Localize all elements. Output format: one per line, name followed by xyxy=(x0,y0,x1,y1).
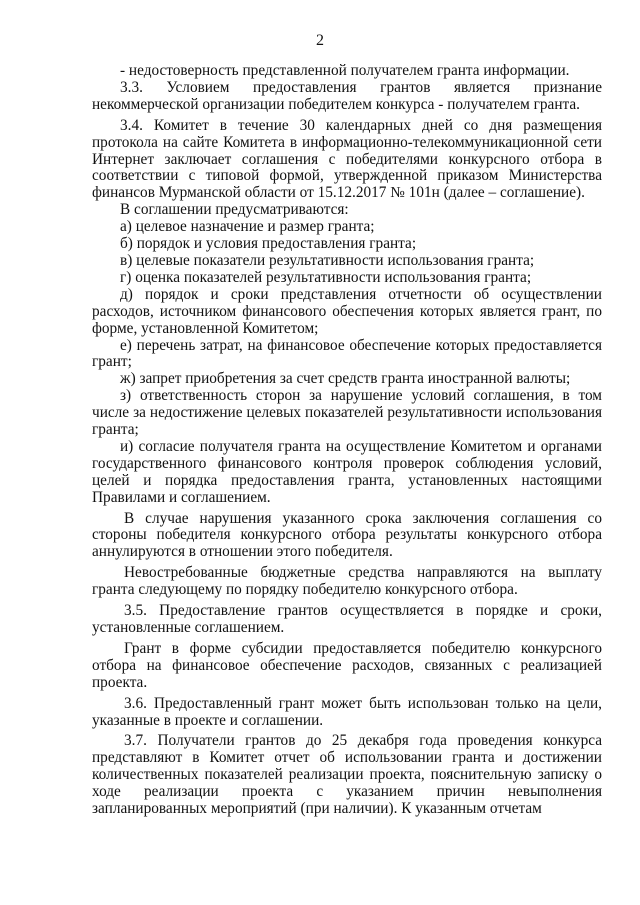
paragraph: 3.3. Условием предоставления грантов является признание некоммерческой организации победителем конкурса - получателем гранта. xyxy=(92,78,602,113)
paragraph: д) порядок и сроки представления отчетности об осуществлении расходов, источником финансового обеспечения которых является грант, по форме, установленной Комитетом; xyxy=(92,285,602,337)
paragraph: и) согласие получателя гранта на осуществление Комитетом и органами государственного финансового контроля проверок соблюдения условий, целей и порядка предоставления гранта, установленных настоящими Правилами и соглашением. xyxy=(92,437,602,506)
paragraph: В соглашении предусматриваются: xyxy=(120,201,349,219)
paragraph: е) перечень затрат, на финансовое обеспечение которых предоставляется грант; xyxy=(92,336,602,371)
paragraph: - недостоверность представленной получателем гранта информации. xyxy=(120,62,570,79)
paragraph: б) порядок и условия предоставления гранта; xyxy=(120,235,417,253)
paragraph: а) целевое назначение и размер гранта; xyxy=(120,218,375,236)
paragraph: В случае нарушения указанного срока заключения соглашения со стороны победителя конкурсного отбора результаты конкурсного отбора аннулируются в отношении этого победителя. xyxy=(92,509,602,561)
paragraph: г) оценка показателей результативности использования гранта; xyxy=(120,268,532,286)
paragraph: ж) запрет приобретения за счет средств гранта иностранной валюты; xyxy=(120,370,571,388)
paragraph: Грант в форме субсидии предоставляется победителю конкурсного отбора на финансовое обеспечение расходов, связанных с реализацией проекта. xyxy=(92,639,602,691)
paragraph: 3.6. Предоставленный грант может быть использован только на цели, указанные в проекте и соглашении. xyxy=(92,694,602,729)
paragraph: в) целевые показатели результативности использования гранта; xyxy=(120,251,535,269)
paragraph: 3.7. Получатели грантов до 25 декабря года проведения конкурса представляют в Комитет отчет об использовании гранта и достижении количественных показателей реализации проекта, пояснительную записку о ходе реализации проекта с указанием причин невыполнения запланированных мероприятий (при наличии). К указанным отчетам xyxy=(92,732,602,818)
paragraph: Невостребованные бюджетные средства направляются на выплату гранта следующему по порядку победителю конкурсного отбора. xyxy=(92,564,602,599)
paragraph: 3.5. Предоставление грантов осуществляется в порядке и сроки, установленные соглашением. xyxy=(92,602,602,636)
document-body xyxy=(92,63,602,818)
page-number: 2 xyxy=(316,32,324,49)
paragraph: 3.4. Комитет в течение 30 календарных дней со дня размещения протокола на сайте Комитета в информационно-телекоммуникационной сети Интернет заключает соглашения с победителями конкурсного отбора в соответствии с типовой формой, утвержденной приказом Министерства финансов Мурманской области от 15.12.2017 № 101н (далее – соглашение). xyxy=(92,116,602,202)
paragraph: з) ответственность сторон за нарушение условий соглашения, в том числе за недостижение целевых показателей результативности использования гранта; xyxy=(92,387,602,439)
